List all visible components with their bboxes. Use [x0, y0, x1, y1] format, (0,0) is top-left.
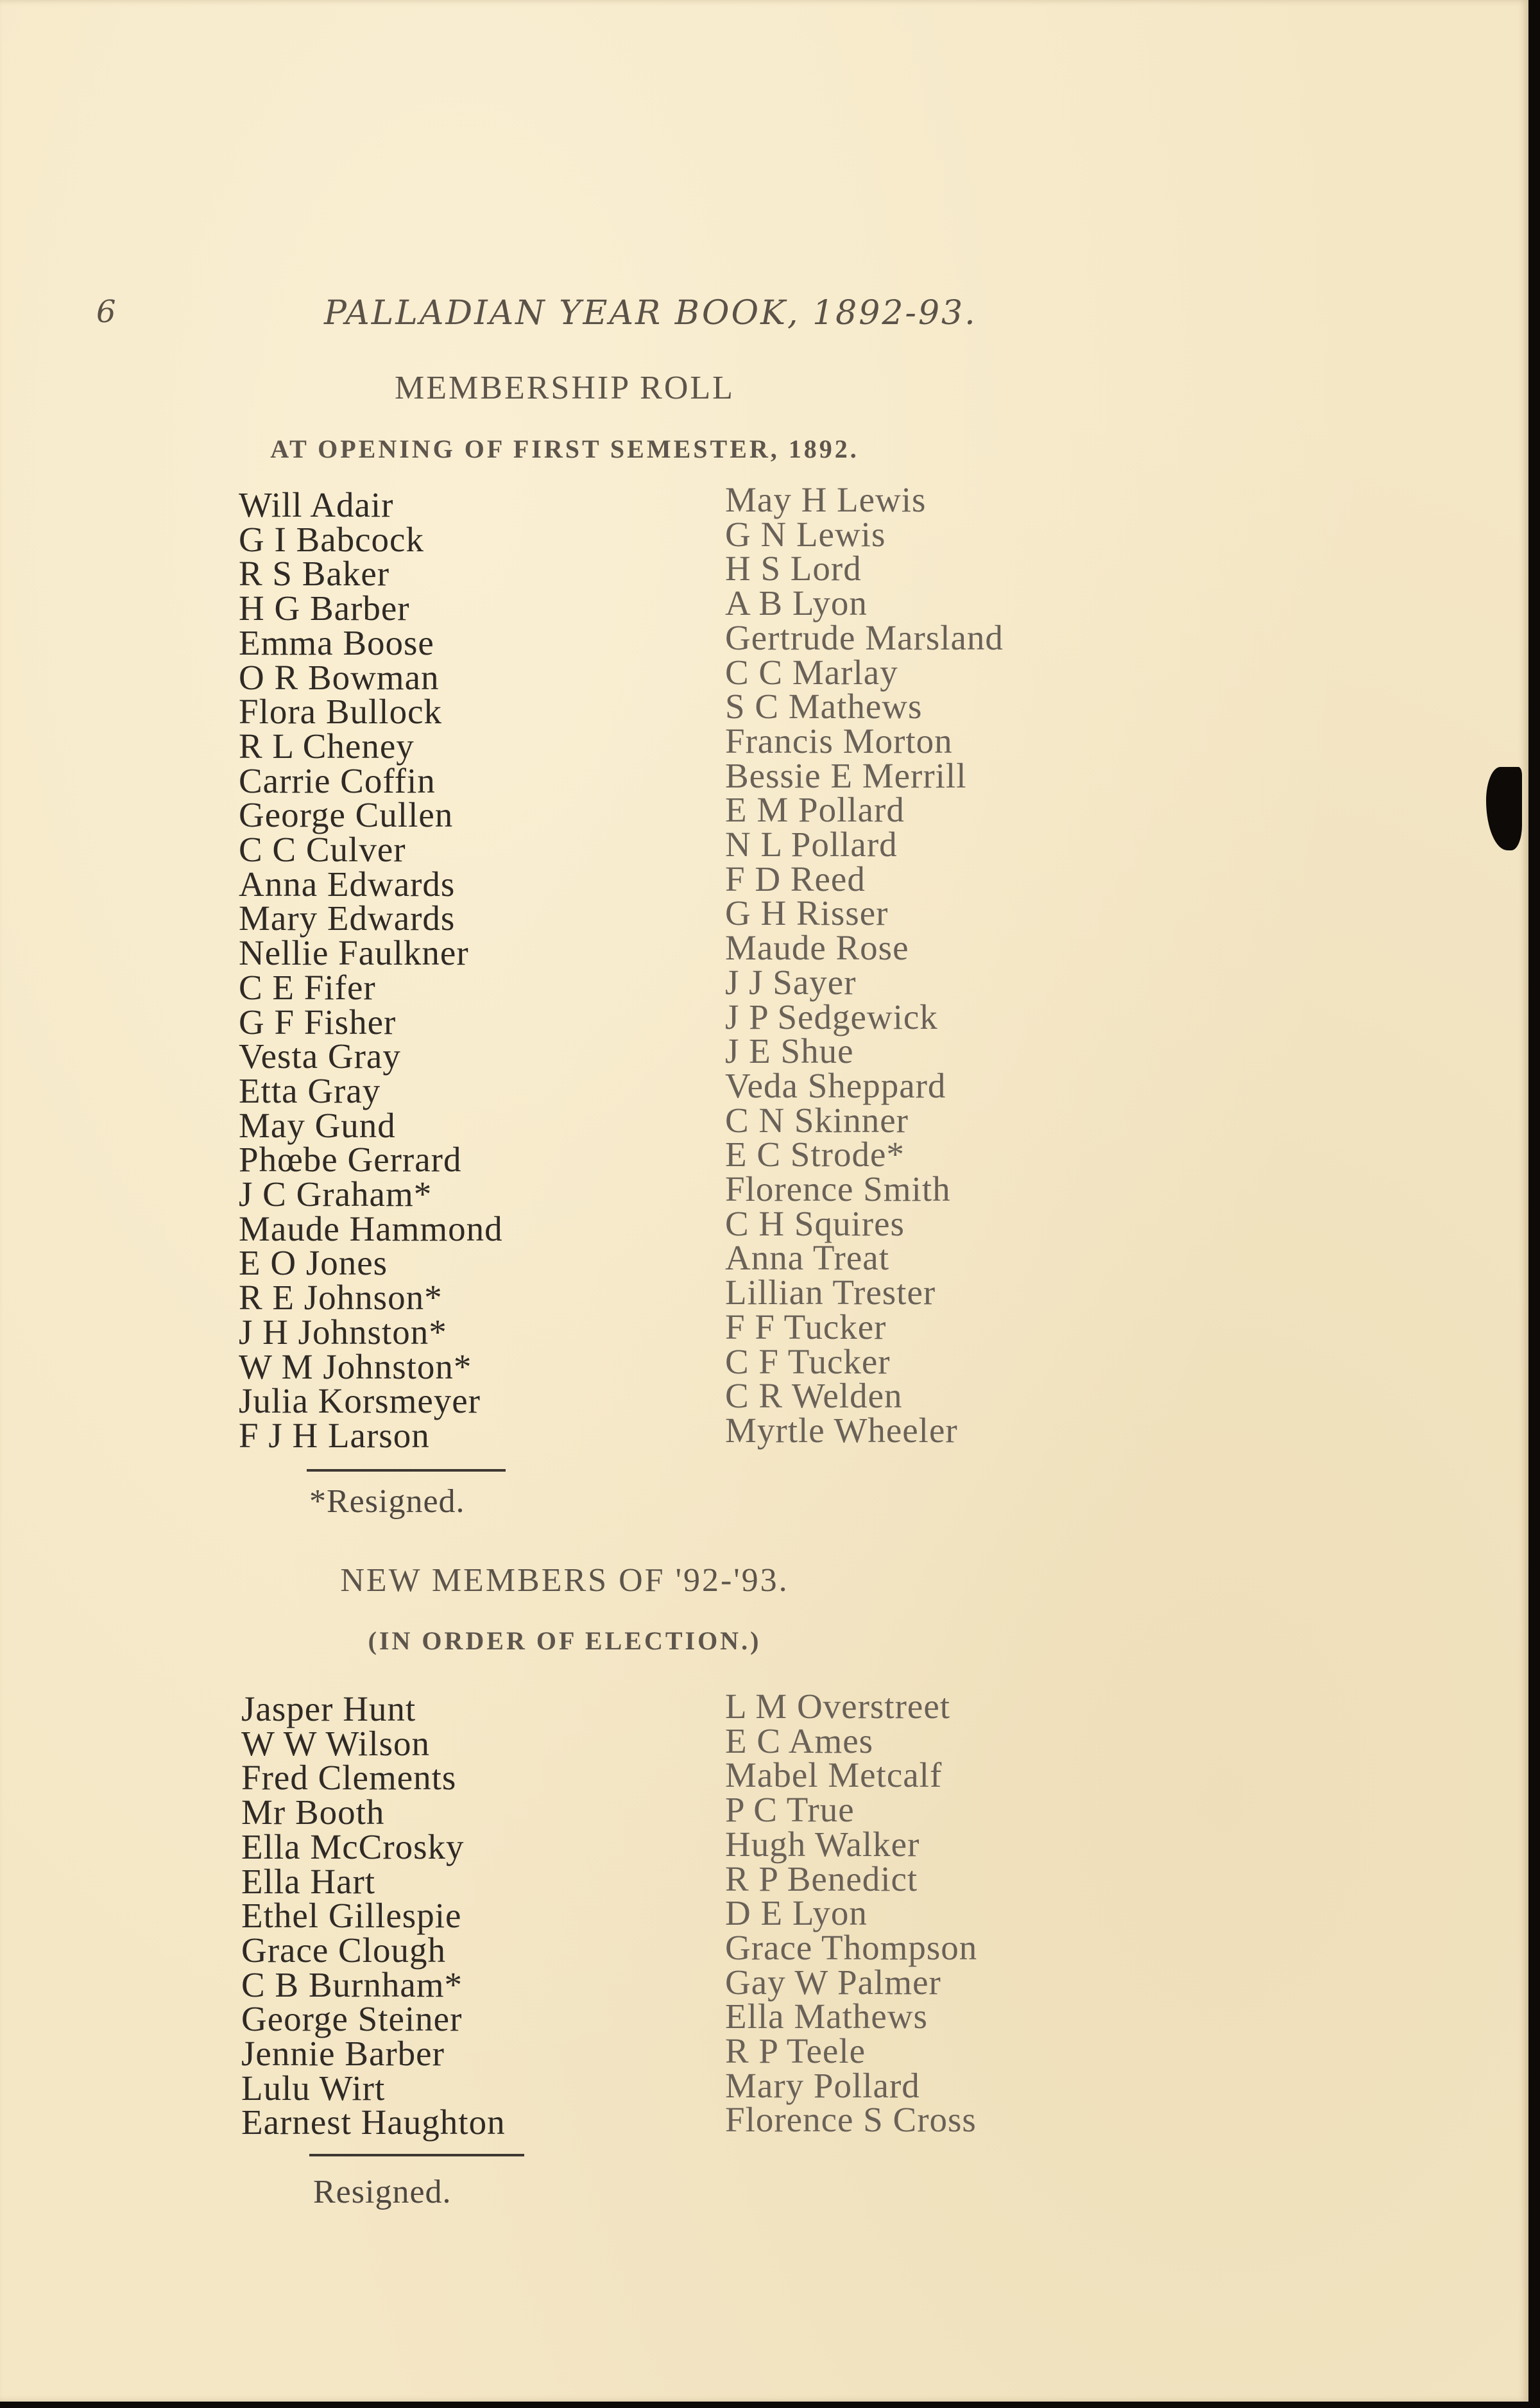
new-members-subtitle: (IN ORDER OF ELECTION.) [368, 1626, 762, 1655]
member-name: Florence Smith [725, 1169, 951, 1209]
member-name: J P Sedgewick [725, 997, 938, 1036]
member-name: Mary Pollard [725, 2065, 920, 2105]
page-header [0, 294, 1528, 345]
member-name: Jennie Barber [241, 2034, 445, 2074]
membership-roll-subtitle: AT OPENING OF FIRST SEMESTER, 1892. [270, 434, 859, 463]
member-name: J H Johnston* [239, 1312, 447, 1352]
member-name: Gertrude Marsland [725, 617, 1004, 657]
member-name: R P Teele [725, 2031, 866, 2071]
new-members-left-column [241, 1689, 506, 2142]
member-name: Ethel Gillespie [241, 1896, 462, 1936]
member-name: Julia Korsmeyer [239, 1381, 481, 1421]
member-name: Myrtle Wheeler [725, 1410, 958, 1450]
member-name: C H Squires [725, 1203, 905, 1243]
member-name: R L Cheney [239, 726, 415, 766]
member-name: Etta Gray [239, 1071, 381, 1110]
member-name: C B Burnham* [241, 1965, 463, 2004]
membership-roll-right-column [725, 480, 1004, 1450]
member-name: Francis Morton [725, 721, 953, 761]
member-name: Gay W Palmer [725, 1962, 941, 2002]
member-name: Ella McCrosky [241, 1827, 465, 1866]
new-members-title: NEW MEMBERS OF '92-'93. [340, 1562, 789, 1599]
member-name: Emma Boose [239, 623, 434, 662]
new-members-footnote: Resigned. [313, 2174, 452, 2210]
member-name: L M Overstreet [725, 1687, 951, 1726]
member-name: Maude Hammond [239, 1208, 503, 1248]
member-name: F F Tucker [725, 1307, 887, 1346]
member-name: D E Lyon [725, 1893, 868, 1933]
member-name: E C Strode* [725, 1135, 905, 1174]
member-name: G H Risser [725, 893, 889, 933]
member-name: Ella Hart [241, 1861, 376, 1901]
member-name: C E Fifer [239, 967, 376, 1007]
member-name: Mr Booth [241, 1793, 385, 1832]
member-name: Hugh Walker [725, 1824, 920, 1864]
member-name: Earnest Haughton [241, 2103, 506, 2142]
member-name: Nellie Faulkner [239, 933, 469, 973]
member-name: George Steiner [241, 1999, 463, 2039]
member-name: May Gund [239, 1105, 396, 1145]
member-name: Grace Clough [241, 1930, 446, 1970]
member-name: O R Bowman [239, 657, 440, 697]
member-name: Lulu Wirt [241, 2068, 386, 2108]
membership-roll-title: MEMBERSHIP ROLL [395, 370, 735, 406]
member-name: Ella Mathews [725, 1997, 928, 2036]
member-name: G F Fisher [239, 1002, 397, 1042]
member-name: W W Wilson [241, 1723, 431, 1763]
footnote-rule [307, 1469, 506, 1472]
member-name: R E Johnson* [239, 1278, 443, 1318]
member-name: George Cullen [239, 795, 454, 835]
member-name: H G Barber [239, 589, 410, 628]
new-members-right-column [725, 1687, 978, 2140]
member-name: F D Reed [725, 859, 866, 899]
member-name: C N Skinner [725, 1100, 909, 1140]
member-name: E C Ames [725, 1721, 874, 1760]
member-name: Flora Bullock [239, 692, 443, 732]
member-name: Carrie Coffin [239, 761, 436, 800]
page-number: 6 [96, 294, 116, 330]
membership-roll-footnote: *Resigned. [309, 1483, 465, 1520]
running-head: PALLADIAN YEAR BOOK, 1892-93. [324, 294, 977, 332]
torn-edge [1486, 767, 1522, 850]
member-name: N L Pollard [725, 825, 898, 864]
member-name: C C Marlay [725, 652, 898, 692]
member-name: J C Graham* [239, 1174, 432, 1214]
member-name: J E Shue [725, 1031, 854, 1071]
member-name: C R Welden [725, 1376, 903, 1416]
member-name: F J H Larson [239, 1415, 430, 1455]
member-name: Florence S Cross [725, 2100, 977, 2140]
member-name: E O Jones [239, 1243, 388, 1283]
member-name: Fred Clements [241, 1758, 457, 1798]
member-name: P C True [725, 1790, 855, 1830]
footnote-rule [309, 2154, 524, 2156]
member-name: Anna Treat [725, 1238, 889, 1278]
membership-roll-left-column [239, 485, 503, 1455]
member-name: Vesta Gray [239, 1036, 401, 1076]
member-name: Mabel Metcalf [725, 1755, 943, 1795]
member-name: G I Babcock [239, 519, 424, 559]
member-name: J J Sayer [725, 962, 857, 1002]
member-name: Veda Sheppard [725, 1065, 946, 1105]
member-name: Phœbe Gerrard [239, 1140, 462, 1180]
member-name: E M Pollard [725, 790, 905, 830]
member-name: Mary Edwards [239, 899, 456, 938]
member-name: Lillian Trester [725, 1273, 936, 1312]
member-name: H S Lord [725, 549, 862, 589]
member-name: A B Lyon [725, 583, 868, 623]
member-name: Grace Thompson [725, 1927, 978, 1967]
member-name: May H Lewis [725, 480, 927, 519]
member-name: W M Johnston* [239, 1346, 472, 1386]
member-name: C F Tucker [725, 1341, 891, 1381]
member-name: Bessie E Merrill [725, 755, 967, 795]
member-name: C C Culver [239, 830, 406, 870]
member-name: Anna Edwards [239, 864, 456, 904]
member-name: G N Lewis [725, 514, 886, 554]
member-name: R P Benedict [725, 1859, 918, 1898]
member-name: Jasper Hunt [241, 1689, 416, 1728]
member-name: S C Mathews [725, 687, 923, 727]
member-name: Will Adair [239, 485, 394, 524]
member-name: R S Baker [239, 554, 390, 594]
member-name: Maude Rose [725, 928, 909, 968]
